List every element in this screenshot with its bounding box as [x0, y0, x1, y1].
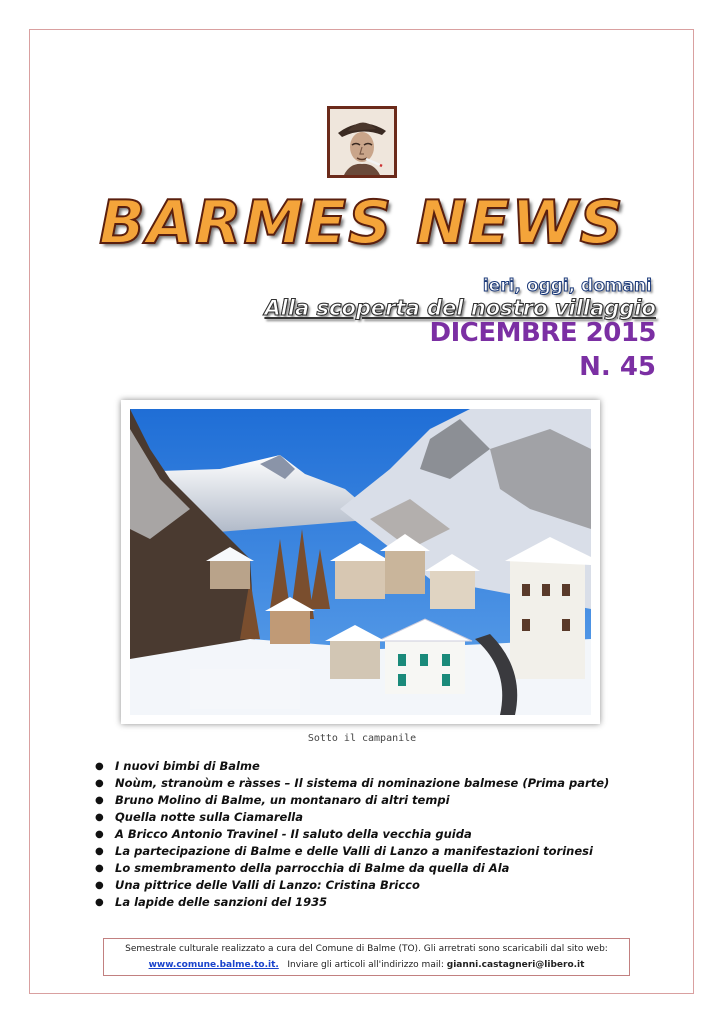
bullet-icon: ● — [95, 863, 104, 874]
issue-date: DICEMBRE 2015 — [429, 318, 656, 348]
footer-line-2 — [104, 960, 629, 970]
footer-send-text: Inviare gli articoli all'indirizzo mail: — [287, 960, 444, 970]
contents-item: ● Quella notte sulla Ciamarella — [95, 810, 303, 824]
bullet-icon: ● — [95, 880, 104, 891]
issue-number: N. 45 — [579, 352, 656, 382]
bullet-icon: ● — [95, 846, 104, 857]
footer-box — [103, 938, 630, 976]
bullet-icon: ● — [95, 795, 104, 806]
masthead-title: BARMES NEWS — [99, 188, 625, 258]
photo-caption: Sotto il campanile — [307, 733, 417, 744]
contents-item: ● Noùm, stranoùm e ràsses – Il sistema di nominazione balmese (Prima parte) — [95, 776, 610, 790]
bullet-icon: ● — [95, 778, 104, 789]
contents-item: ● La lapide delle sanzioni del 1935 — [95, 895, 328, 909]
cover-photo — [121, 400, 600, 724]
footer-line-1: Semestrale culturale realizzato a cura del Comune di Balme (TO). Gli arretrati sono scaricabili dal sito web: — [125, 944, 608, 954]
masthead-tagline: ieri, oggi, domani — [482, 276, 652, 296]
contents-item: ● Lo smembramento della parrocchia di Balme da quella di Ala — [95, 861, 510, 875]
website-link[interactable]: www.comune.balme.to.it. — [148, 960, 279, 970]
email-address[interactable]: gianni.castagneri@libero.it — [446, 960, 585, 970]
contents-item: ● Una pittrice delle Valli di Lanzo: Cristina Bricco — [95, 878, 420, 892]
contents-item: ● Bruno Molino di Balme, un montanaro di altri tempi — [95, 793, 450, 807]
bullet-icon: ● — [95, 897, 104, 908]
bullet-icon: ● — [95, 829, 104, 840]
contents-list — [95, 758, 609, 911]
bullet-icon: ● — [95, 812, 104, 823]
village-snow-photo — [130, 409, 591, 715]
contents-item: ● A Bricco Antonio Travinel - Il saluto della vecchia guida — [95, 827, 472, 841]
portrait-logo — [327, 106, 397, 178]
masthead-subtitle: Alla scoperta del nostro villaggio — [264, 296, 656, 320]
bullet-icon: ● — [95, 761, 104, 772]
contents-item: ● I nuovi bimbi di Balme — [95, 759, 260, 773]
contents-item: ● La partecipazione di Balme e delle Valli di Lanzo a manifestazioni torinesi — [95, 844, 593, 858]
